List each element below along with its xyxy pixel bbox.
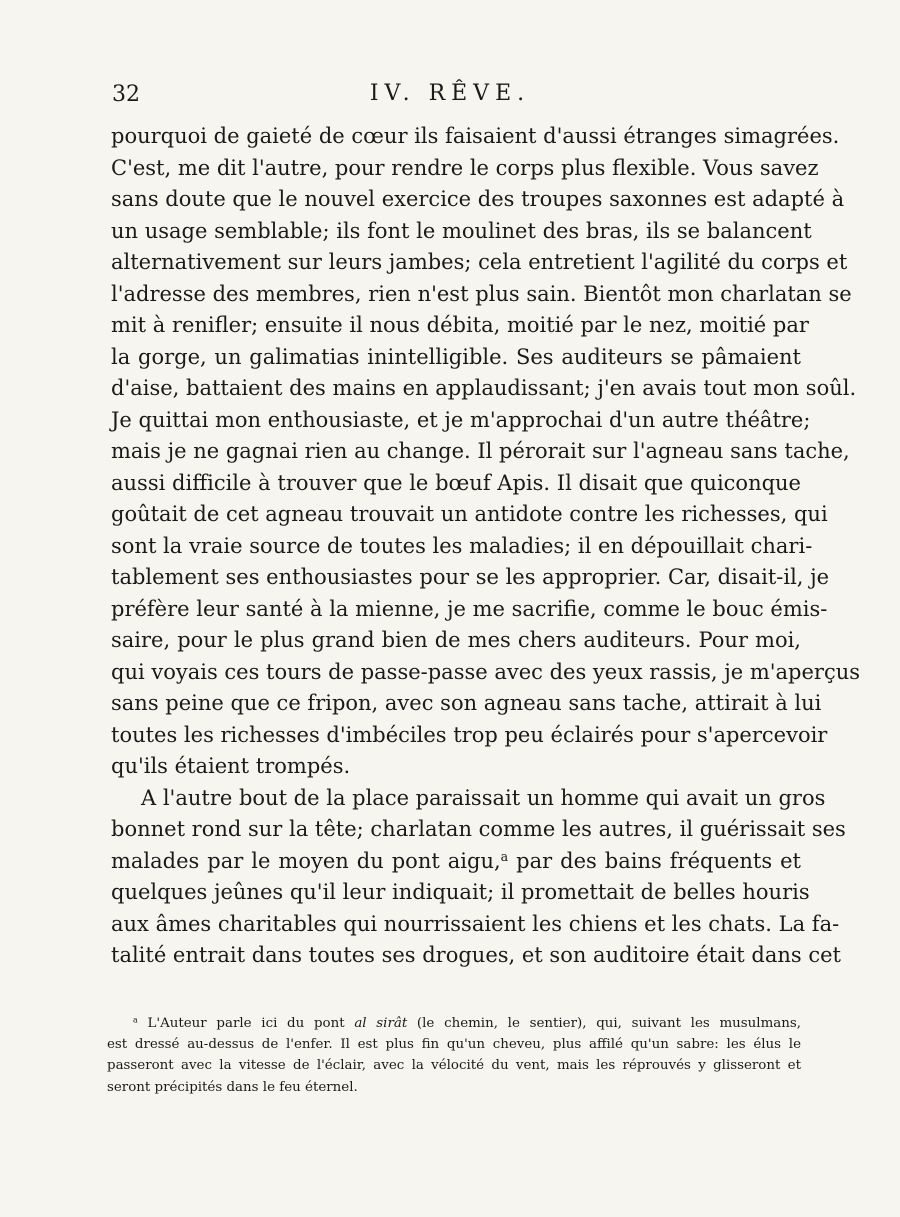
footnote bbox=[107, 1013, 801, 1098]
text-line: aux âmes charitables qui nourrissaient les chiens et les chats. La fa- bbox=[111, 911, 840, 936]
text-fragment: malades par le moyen du pont aigu, bbox=[111, 848, 501, 873]
text-line: toutes les richesses d'imbéciles trop peu éclairés pour s'apercevoir bbox=[111, 722, 828, 747]
text-line: qu'ils étaient trompés. bbox=[111, 754, 351, 778]
footnote-italic-term: al sirât bbox=[354, 1016, 408, 1031]
text-line: Je quittai mon enthousiaste, et je m'approchai d'un autre théâtre; bbox=[111, 407, 811, 432]
text-line: A l'autre bout de la place paraissait un homme qui avait un gros bbox=[141, 785, 826, 810]
text-line: goûtait de cet agneau trouvait un antidote contre les richesses, qui bbox=[111, 502, 828, 526]
footnote-text: L'Auteur parle ici du pont bbox=[137, 1016, 355, 1031]
page-number: 32 bbox=[112, 82, 140, 107]
text-line: sans peine que ce fripon, avec son agneau sans tache, attirait à lui bbox=[111, 691, 822, 715]
body-text bbox=[111, 121, 861, 972]
footnote-text: (le chemin, le sentier), qui, suivant les musulmans, bbox=[407, 1016, 801, 1031]
text-line: sont la vraie source de toutes les maladies; il en dépouillait chari- bbox=[111, 533, 813, 558]
text-line: bonnet rond sur la tête; charlatan comme les autres, il guérissait ses bbox=[111, 817, 846, 841]
text-line: quelques jeûnes qu'il leur indiquait; il promettait de belles houris bbox=[111, 880, 810, 904]
text-line: mais je ne gagnai rien au change. Il pérorait sur l'agneau sans tache, bbox=[111, 439, 850, 463]
text-line: aussi difficile à trouver que le bœuf Apis. Il disait que quiconque bbox=[111, 470, 801, 495]
text-line: l'adresse des membres, rien n'est plus sain. Bientôt mon charlatan se bbox=[111, 281, 852, 306]
text-fragment: par des bains fréquents et bbox=[508, 848, 801, 873]
footnote-marker: a bbox=[133, 1015, 138, 1025]
footnote-reference[interactable]: a bbox=[500, 848, 509, 864]
text-line: d'aise, battaient des mains en applaudissant; j'en avais tout mon soûl. bbox=[111, 376, 857, 400]
text-line: pourquoi de gaieté de cœur ils faisaient d'aussi étranges simagrées. bbox=[111, 124, 840, 148]
text-line: sans doute que le nouvel exercice des troupes saxonnes est adapté à bbox=[111, 187, 845, 211]
paragraph-2 bbox=[111, 783, 846, 972]
text-line: un usage semblable; ils font le moulinet des bras, ils se balancent bbox=[111, 218, 812, 243]
text-line: saire, pour le plus grand bien de mes chers auditeurs. Pour moi, bbox=[111, 628, 801, 652]
footnote-line: seront précipités dans le feu éternel. bbox=[107, 1079, 358, 1095]
footnote-line: est dressé au-dessus de l'enfer. Il est plus fin qu'un cheveu, plus affilé qu'un sabre: les élus le bbox=[107, 1037, 801, 1053]
text-line: préfère leur santé à la mienne, je me sacrifie, comme le bouc émis- bbox=[111, 596, 828, 621]
text-line: C'est, me dit l'autre, pour rendre le corps plus flexible. Vous savez bbox=[111, 155, 819, 180]
text-line: alternativement sur leurs jambes; cela entretient l'agilité du corps et bbox=[111, 250, 848, 274]
text-line: la gorge, un galimatias inintelligible. Ses auditeurs se pâmaient bbox=[111, 344, 801, 369]
text-line: qui voyais ces tours de passe-passe avec des yeux rassis, je m'aperçus bbox=[111, 659, 861, 684]
text-line bbox=[111, 846, 801, 878]
text-line: tablement ses enthousiastes pour se les approprier. Car, disait-il, je bbox=[111, 565, 830, 589]
running-head: IV. RÊVE. bbox=[369, 81, 531, 106]
footnote-line bbox=[107, 1013, 801, 1034]
text-line: talité entrait dans toutes ses drogues, et son auditoire était dans cet bbox=[111, 943, 841, 967]
paragraph-1 bbox=[111, 121, 861, 783]
footnote-line: passeront avec la vitesse de l'éclair, avec la vélocité du vent, mais les réprouvés y glisseront et bbox=[107, 1058, 801, 1074]
text-line: mit à renifler; ensuite il nous débita, moitié par le nez, moitié par bbox=[111, 313, 809, 337]
